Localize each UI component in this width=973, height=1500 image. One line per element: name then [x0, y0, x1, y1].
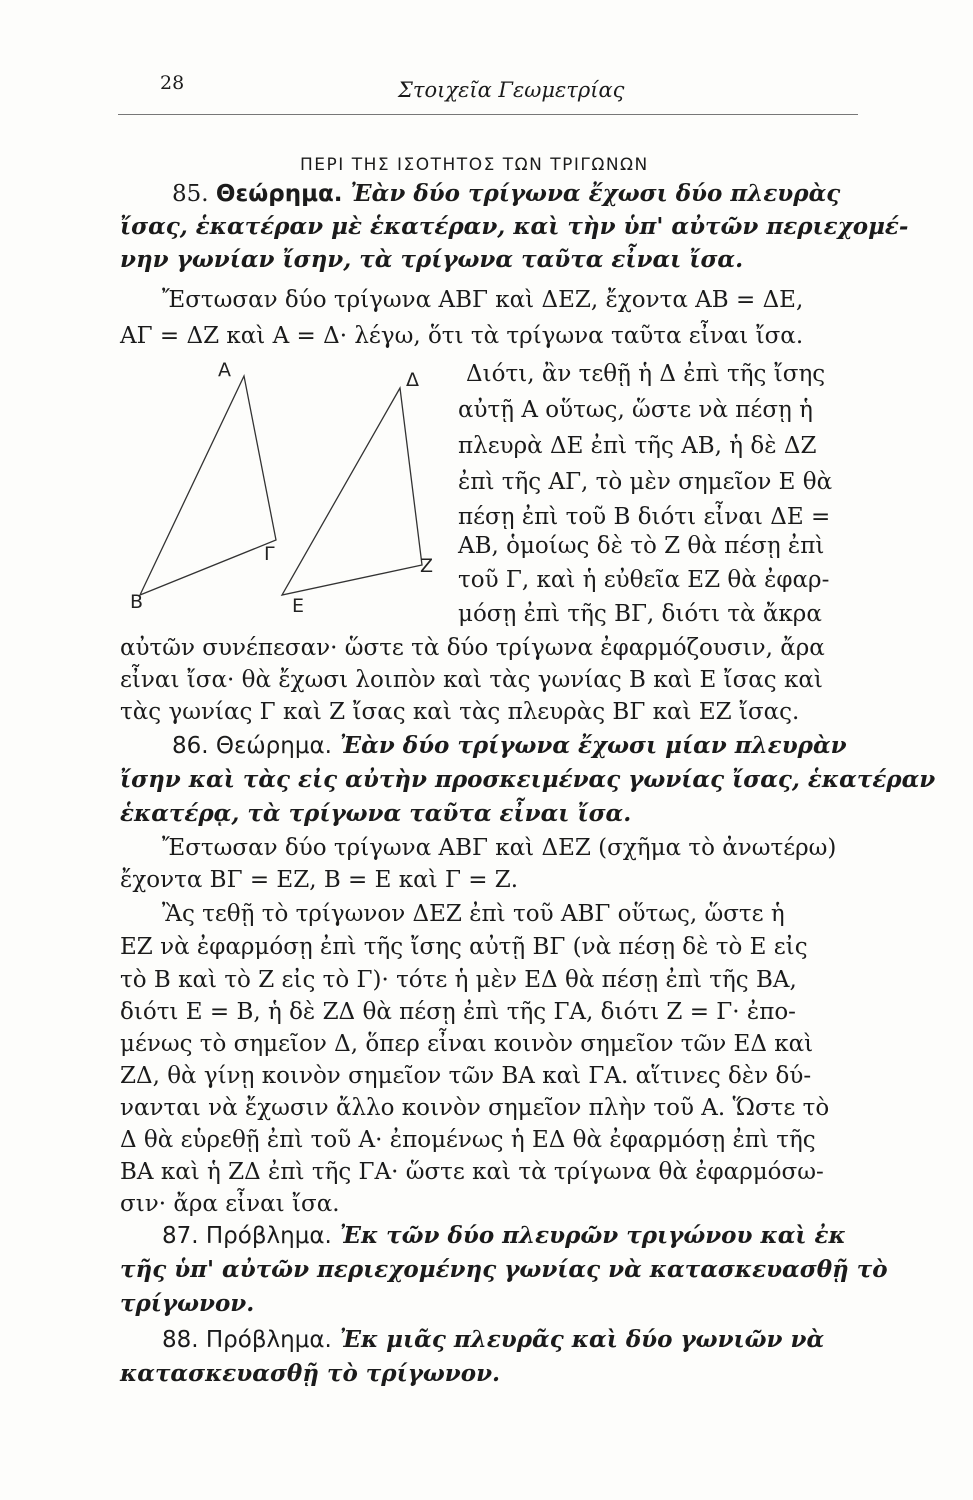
vertex-label-a: Α — [218, 360, 231, 381]
vertex-label-b: Β — [130, 591, 144, 613]
text-line: πέσῃ ἐπὶ τοῦ Β διότι εἶναι ΔΕ = — [458, 504, 831, 530]
text-line: ἴσην καὶ τὰς εἰς αὐτὴν προσκειμένας γωνίας ἴσας, ἑκατέραν — [120, 766, 936, 793]
text-line: Ἂς τεθῇ τὸ τρίγωνον ΔΕΖ ἐπὶ τοῦ ΑΒΓ οὕτως, ὥστε ἡ — [162, 901, 785, 927]
text-line: 88. Πρόβλημα. Ἐκ μιᾶς πλευρᾶς καὶ δύο γωνιῶν νὰ — [162, 1326, 825, 1353]
text-line: ΒΑ καὶ ἡ ΖΔ ἐπὶ τῆς ΓΑ· ὥστε καὶ τὰ τρίγωνα θὰ ἐφαρμόσω- — [120, 1159, 824, 1185]
text-line: Διότι, ἂν τεθῇ ἡ Δ ἐπὶ τῆς ἴσης — [466, 361, 826, 387]
text-line: πλευρὰ ΔΕ ἐπὶ τῆς ΑΒ, ἡ δὲ ΔΖ — [458, 433, 817, 459]
running-title: Στοιχεῖα Γεωμετρίας — [398, 78, 625, 102]
text-line: Ἔστωσαν δύο τρίγωνα ΑΒΓ καὶ ΔΕΖ, ἔχοντα ΑΒ = ΔΕ, — [162, 287, 804, 313]
text-line: 87. Πρόβλημα. Ἐκ τῶν δύο πλευρῶν τριγώνου καὶ ἐκ — [162, 1222, 846, 1249]
text-line: τρίγωνον. — [120, 1290, 255, 1317]
text-line: ἔχοντα ΒΓ = ΕΖ, Β = Ε καὶ Γ = Ζ. — [120, 867, 519, 893]
text-line: τὰς γωνίας Γ καὶ Ζ ἴσας καὶ τὰς πλευρὰς ΒΓ καὶ ΕΖ ἴσας. — [120, 699, 800, 725]
text-line: αὐτῶν συνέπεσαν· ὥστε τὰ δύο τρίγωνα ἐφαρμόζουσιν, ἄρα — [120, 635, 825, 661]
vertex-label-z: Ζ — [420, 555, 434, 577]
text-line: 85. Θεώρημα. Ἐὰν δύο τρίγωνα ἔχωσι δύο πλευρὰς — [172, 180, 841, 207]
text-line: νην γωνίαν ἴσην, τὰ τρίγωνα ταῦτα εἶναι ἴσα. — [120, 246, 744, 273]
text-line: σιν· ἄρα εἶναι ἴσα. — [120, 1191, 340, 1217]
triangle-abg — [140, 376, 276, 595]
triangle-dez — [282, 388, 422, 595]
text-line: κατασκευασθῇ τὸ τρίγωνον. — [120, 1360, 501, 1387]
text-line: τοῦ Γ, καὶ ἡ εὐθεῖα ΕΖ θὰ ἐφαρ- — [458, 567, 830, 593]
section-title: ΠΕΡΙ ΤΗΣ ΙΣΟΤΗΤΟΣ ΤΩΝ ΤΡΙΓΩΝΩΝ — [300, 155, 649, 175]
text-line: Δ θὰ εὑρεθῇ ἐπὶ τοῦ Α· ἐπομένως ἡ ΕΔ θὰ ἐφαρμόσῃ ἐπὶ τῆς — [120, 1127, 816, 1153]
page-number: 28 — [160, 72, 185, 94]
text-line: μόσῃ ἐπὶ τῆς ΒΓ, διότι τὰ ἄκρα — [458, 601, 822, 627]
text-line: Ἔστωσαν δύο τρίγωνα ΑΒΓ καὶ ΔΕΖ (σχῆμα τὸ ἀνωτέρω) — [162, 835, 837, 861]
text-line: μένως τὸ σημεῖον Δ, ὅπερ εἶναι κοινὸν σημεῖον τῶν ΕΔ καὶ — [120, 1031, 814, 1057]
text-line: ΑΓ = ΔΖ καὶ Α = Δ· λέγω, ὅτι τὰ τρίγωνα ταῦτα εἶναι ἴσα. — [120, 323, 804, 349]
vertex-label-g: Γ — [264, 543, 275, 565]
text-line: ΕΖ νὰ ἐφαρμόσῃ ἐπὶ τῆς ἴσης αὐτῇ ΒΓ (νὰ πέσῃ δὲ τὸ Ε εἰς — [120, 934, 808, 960]
text-line: τὸ Β καὶ τὸ Ζ εἰς τὸ Γ)· τότε ἡ μὲν ΕΔ θὰ πέσῃ ἐπὶ τῆς ΒΑ, — [120, 967, 797, 993]
text-line: ἐπὶ τῆς ΑΓ, τὸ μὲν σημεῖον Ε θὰ — [458, 469, 833, 495]
text-line: τῆς ὑπ' αὐτῶν περιεχομένης γωνίας νὰ κατασκευασθῇ τὸ — [120, 1256, 888, 1283]
triangles-figure — [130, 360, 450, 625]
text-line: εἶναι ἴσα· θὰ ἔχωσι λοιπὸν καὶ τὰς γωνίας Β καὶ Ε ἴσας καὶ — [120, 667, 823, 693]
text-line: ΖΔ, θὰ γίνῃ κοινὸν σημεῖον τῶν ΒΑ καὶ ΓΑ. αἵτινες δὲν δύ- — [120, 1063, 812, 1089]
text-line: αὐτῇ Α οὕτως, ὥστε νὰ πέσῃ ἡ — [458, 397, 813, 423]
text-line: 86. Θεώρημα. Ἐὰν δύο τρίγωνα ἔχωσι μίαν πλευρὰν — [172, 732, 847, 759]
header-rule — [118, 114, 858, 115]
text-line: ΑΒ, ὁμοίως δὲ τὸ Ζ θὰ πέσῃ ἐπὶ — [458, 533, 825, 559]
vertex-label-d: Δ — [406, 369, 419, 391]
vertex-label-e: Ε — [292, 595, 305, 617]
text-line: νανται νὰ ἔχωσιν ἄλλο κοινὸν σημεῖον πλὴν τοῦ Α. Ὥστε τὸ — [120, 1095, 830, 1121]
text-line: διότι Ε = Β, ἡ δὲ ΖΔ θὰ πέσῃ ἐπὶ τῆς ΓΑ, διότι Ζ = Γ· ἐπο- — [120, 999, 796, 1025]
text-line: ἴσας, ἑκατέραν μὲ ἑκατέραν, καὶ τὴν ὑπ' αὐτῶν περιεχομέ- — [120, 213, 909, 240]
text-line: ἑκατέρᾳ, τὰ τρίγωνα ταῦτα εἶναι ἴσα. — [120, 800, 632, 827]
